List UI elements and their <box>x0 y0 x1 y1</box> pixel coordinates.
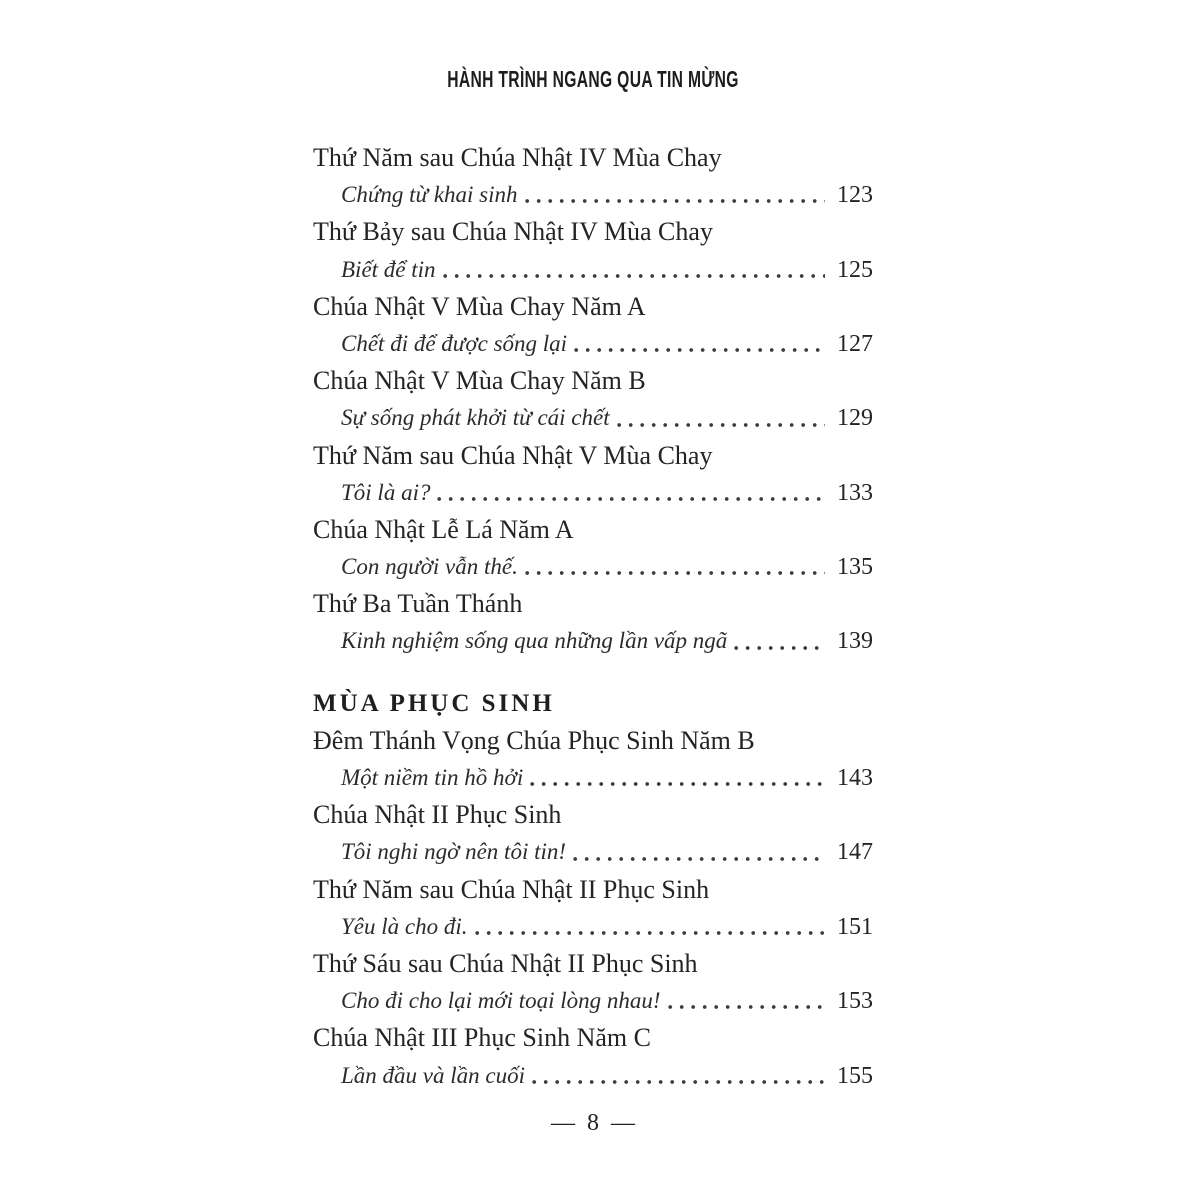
toc-entry-subtitle: Con người vẫn thế. <box>341 554 518 580</box>
toc-entry-subtitle-row <box>313 1057 873 1094</box>
toc-entry-page-number: 155 <box>837 1062 873 1089</box>
toc-entry-subtitle-row <box>313 474 873 511</box>
toc-entry-page-number: 123 <box>837 182 873 209</box>
toc-entry-subtitle-row <box>313 548 873 585</box>
toc-entry-subtitle: Một niềm tin hồ hởi <box>341 765 524 790</box>
toc-entry-subtitle-row <box>313 325 873 362</box>
page-footer <box>313 1110 873 1137</box>
toc-entry-subtitle: Cho đi cho lại mới toại lòng nhau! <box>341 988 661 1014</box>
toc-entry-subtitle: Kinh nghiệm sống qua những lần vấp ngã <box>341 628 728 654</box>
toc-entry-title: Thứ Năm sau Chúa Nhật II Phục Sinh <box>313 874 710 904</box>
dot-leader <box>617 422 825 428</box>
footer-page-number: 8 <box>587 1110 599 1136</box>
toc-entry-page-number: 139 <box>837 628 873 655</box>
dot-leader <box>734 645 825 651</box>
toc-entry-subtitle-row <box>313 759 873 796</box>
running-header: HÀNH TRÌNH NGANG QUA TIN MỪNG <box>447 66 739 92</box>
section-heading: MÙA PHỤC SINH <box>313 689 555 717</box>
dot-leader <box>530 781 825 787</box>
toc-entry-title: Thứ Sáu sau Chúa Nhật II Phục Sinh <box>313 948 698 978</box>
toc-entry-title: Chúa Nhật III Phục Sinh Năm C <box>313 1023 651 1053</box>
toc-entry-title: Đêm Thánh Vọng Chúa Phục Sinh Năm B <box>313 725 755 755</box>
dot-leader <box>437 496 825 502</box>
toc-entry-subtitle-row <box>313 982 873 1019</box>
footer-left-dash: — <box>551 1110 575 1136</box>
toc-entry-page-number: 147 <box>837 839 873 866</box>
toc-entry-subtitle: Lần đầu và lần cuối <box>341 1062 525 1088</box>
toc-entry-page-number: 129 <box>837 405 873 432</box>
table-of-contents <box>313 139 873 1094</box>
toc-entry-subtitle: Tôi nghi ngờ nên tôi tin! <box>341 839 567 865</box>
toc-entry-title: Thứ Ba Tuần Thánh <box>313 589 523 619</box>
toc-entry-subtitle: Biết để tin <box>341 256 436 282</box>
toc-entry-page-number: 143 <box>837 765 873 791</box>
toc-entry-title: Chúa Nhật V Mùa Chay Năm B <box>313 366 646 396</box>
toc-entry-page-number: 135 <box>837 554 873 581</box>
toc-entry-title: Chúa Nhật Lễ Lá Năm A <box>313 514 574 544</box>
dot-leader <box>475 930 826 936</box>
toc-entry-subtitle-row <box>313 833 873 870</box>
dot-leader <box>532 1079 825 1085</box>
dot-leader <box>525 570 825 576</box>
page-content <box>313 0 873 1202</box>
toc-entry-page-number: 133 <box>837 479 873 506</box>
dot-leader <box>573 856 825 862</box>
toc-entry-subtitle-row <box>313 176 873 213</box>
dot-leader <box>668 1004 825 1010</box>
toc-entry-page-number: 127 <box>837 330 873 357</box>
toc-entry-title: Thứ Năm sau Chúa Nhật IV Mùa Chay <box>313 143 722 172</box>
toc-entry-page-number: 125 <box>837 256 873 283</box>
toc-section <box>313 685 873 1094</box>
toc-entry-subtitle: Sự sống phát khởi từ cái chết <box>341 405 610 431</box>
toc-entry-subtitle-row <box>313 399 873 436</box>
toc-entry-page-number: 151 <box>837 913 873 940</box>
toc-entry-subtitle: Chứng từ khai sinh <box>341 182 518 208</box>
dot-leader <box>574 347 825 353</box>
toc-section <box>313 139 873 660</box>
toc-entry-subtitle-row <box>313 622 873 659</box>
toc-entry-title: Chúa Nhật II Phục Sinh <box>313 800 562 830</box>
dot-leader <box>443 273 825 279</box>
toc-entry-title: Thứ Bảy sau Chúa Nhật IV Mùa Chay <box>313 217 713 247</box>
toc-entry-subtitle: Tôi là ai? <box>341 479 431 505</box>
toc-entry-subtitle: Yêu là cho đi. <box>341 913 468 939</box>
toc-entry-subtitle: Chết đi để được sống lại <box>341 330 568 356</box>
toc-entry-page-number: 153 <box>837 988 873 1015</box>
footer-right-dash: — <box>611 1110 635 1136</box>
dot-leader <box>525 198 825 204</box>
toc-entry-title: Chúa Nhật V Mùa Chay Năm A <box>313 291 646 321</box>
toc-entry-subtitle-row <box>313 251 873 288</box>
toc-entry-subtitle-row <box>313 908 873 945</box>
toc-entry-title: Thứ Năm sau Chúa Nhật V Mùa Chay <box>313 440 713 470</box>
